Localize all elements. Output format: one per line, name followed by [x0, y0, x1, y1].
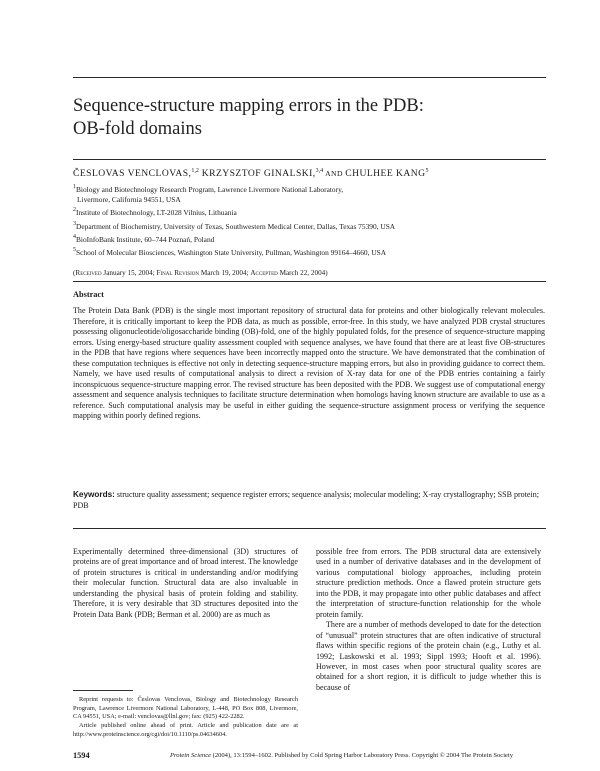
affiliation-1-cont: Livermore, California 94551, USA: [77, 195, 181, 205]
footnote: [73, 696, 298, 740]
affiliation-5: $^5$School of Molecular Biosciences, Washington State University, Pullman, Washington 99164–4660, USA: [73, 247, 387, 258]
final-revision-label: Final Revision: [156, 269, 200, 277]
keywords: [73, 490, 545, 511]
keywords-text: structure quality assessment; sequence register errors; sequence analysis; molecular modeling; X-ray crystallography; SSB protein; PDB: [73, 490, 539, 510]
author-1-affil: 1,2: [191, 168, 199, 174]
citation-text: (2004), 13:1594–1602. Published by Cold Spring Harbor Laboratory Press. Copyright © 2004 The Protein Society: [211, 752, 514, 759]
body-paragraph: Experimentally determined three-dimensional (3D) structures of proteins are of great importance and of broad interest. The knowledge of protein structures is critical in understanding and/or modifying their molecular function. Structural data are also invaluable in understanding the physical basis of protein folding and stability. Therefore, it is very desirable that 3D structures deposited into the Protein Data Bank (PDB; Berman et al. 2000) are as much as: [73, 547, 298, 619]
running-footer: [170, 752, 550, 759]
top-rule: [73, 77, 546, 78]
body-column-left: [73, 547, 298, 620]
author-3: CHULHEE KANG: [345, 168, 426, 179]
title-rule: [73, 159, 546, 160]
article-title: [73, 95, 513, 141]
body-paragraph: possible free from errors. The PDB structural data are extensively used in a number of derivative databases and in the development of various computational biology approaches, including protein structure prediction methods. Once a flawed protein structure gets into the PDB, it may propagate into other public databases and affect the interpretation of structure-function relationship for the whole protein family.: [316, 547, 541, 619]
affiliation-4: $^4$BioInfoBank Institute, 60–744 Poznań, Poland: [73, 233, 215, 244]
publication-footnote: Article published online ahead of print. Article and publication date are at http://www.proteinscience.org/cgi/doi/10.1110/ps.04634604.: [73, 722, 298, 738]
affiliation-3: $^3$Department of Biochemistry, University of Texas, Southwestern Medical Center, Dallas, Texas 75390, USA: [73, 220, 396, 231]
body-column-right: [316, 547, 541, 693]
title-line-2: OB-fold domains: [73, 119, 202, 139]
keywords-label: Keywords:: [73, 490, 115, 499]
author-3-affil: 5: [425, 168, 429, 174]
abstract-top-rule: [73, 281, 546, 282]
author-list: [73, 168, 553, 179]
received-dates: (Received January 15, 2004; Final Revision March 19, 2004; Accepted March 22, 2004): [73, 269, 328, 277]
reprint-footnote: Reprint requests to: Česlovas Venclovas, Biology and Biotechnology Research Program, Lawrence Livermore National Laboratory, L-448, PO Box 808, Livermore, CA 94551, USA; e-mail: venclovas@llnl.gov; fax: (925) 422-2282.: [73, 696, 298, 721]
author-2-affil: 3,4: [315, 168, 324, 174]
body-paragraph: There are a number of methods developed to date for the detection of “unusual” protein structures that are often indicative of structural flaws within specific regions of the protein chain (e.g., Luthy et al. 1992; Laskowski et al. 1993; Sippl 1993; Hooft et al. 1996). However, in most cases when poor structural quality scores are obtained for a short region, it is difficult to judge whether this is because of: [316, 620, 541, 692]
affiliation-1: $^1$Biology and Biotechnology Research Program, Lawrence Livermore National Laboratory,: [73, 184, 344, 194]
title-line-1: Sequence-structure mapping errors in the PDB:: [73, 96, 424, 116]
page-number: 1594: [73, 751, 90, 760]
accepted-date: March 22, 2004): [277, 269, 328, 277]
author-conjunction: AND: [323, 169, 346, 178]
abstract-heading: Abstract: [73, 290, 104, 299]
journal-name: Protein Science: [170, 752, 212, 759]
received-label: Received: [75, 269, 102, 277]
abstract-bottom-rule: [73, 528, 546, 529]
affiliations: [73, 182, 543, 258]
author-1: ČESLOVAS VENCLOVAS,: [73, 168, 192, 179]
accepted-label: Accepted: [250, 269, 278, 277]
affiliation-2: $^2$Institute of Biotechnology, LT-2028 Vilnius, Lithuania: [73, 207, 237, 218]
final-revision-date: March 19, 2004;: [199, 269, 251, 277]
received-date: January 15, 2004;: [101, 269, 157, 277]
footnote-rule: [73, 690, 133, 691]
abstract-text: The Protein Data Bank (PDB) is the single most important repository of structural data for proteins and other biologically relevant molecules. Therefore, it is critically important to keep the PDB data, as much as possible, error-free. In this study, we have analyzed PDB crystal structures possessing oligonucleotide/oligosaccharide binding (OB)-fold, one of the highly populated folds, for the presence of sequence-structure mapping errors. Using energy-based structure quality assessment coupled with sequence analyses, we have found that there are at least five OB-structures in the PDB that have regions where sequences have been incorrectly mapped onto the structure. We have demonstrated that the combination of these computation techniques is effective not only in detecting sequence-structure mapping errors, but also in providing guidance to correct them. Namely, we have used results of computational analysis to direct a revision of X-ray data for one of the PDB entries containing a fairly inconspicuous sequence-structure mapping error. The revised structure has been deposited with the PDB. We suggest use of computational energy assessment and sequence analysis techniques to facilitate structure determination when homologs having known structure are available to use as a reference. Such computational analysis may be useful in either guiding the sequence-structure assignment process or verifying the sequence mapping within poorly defined regions.: [73, 306, 545, 421]
author-2: KRZYSZTOF GINALSKI,: [198, 168, 316, 179]
